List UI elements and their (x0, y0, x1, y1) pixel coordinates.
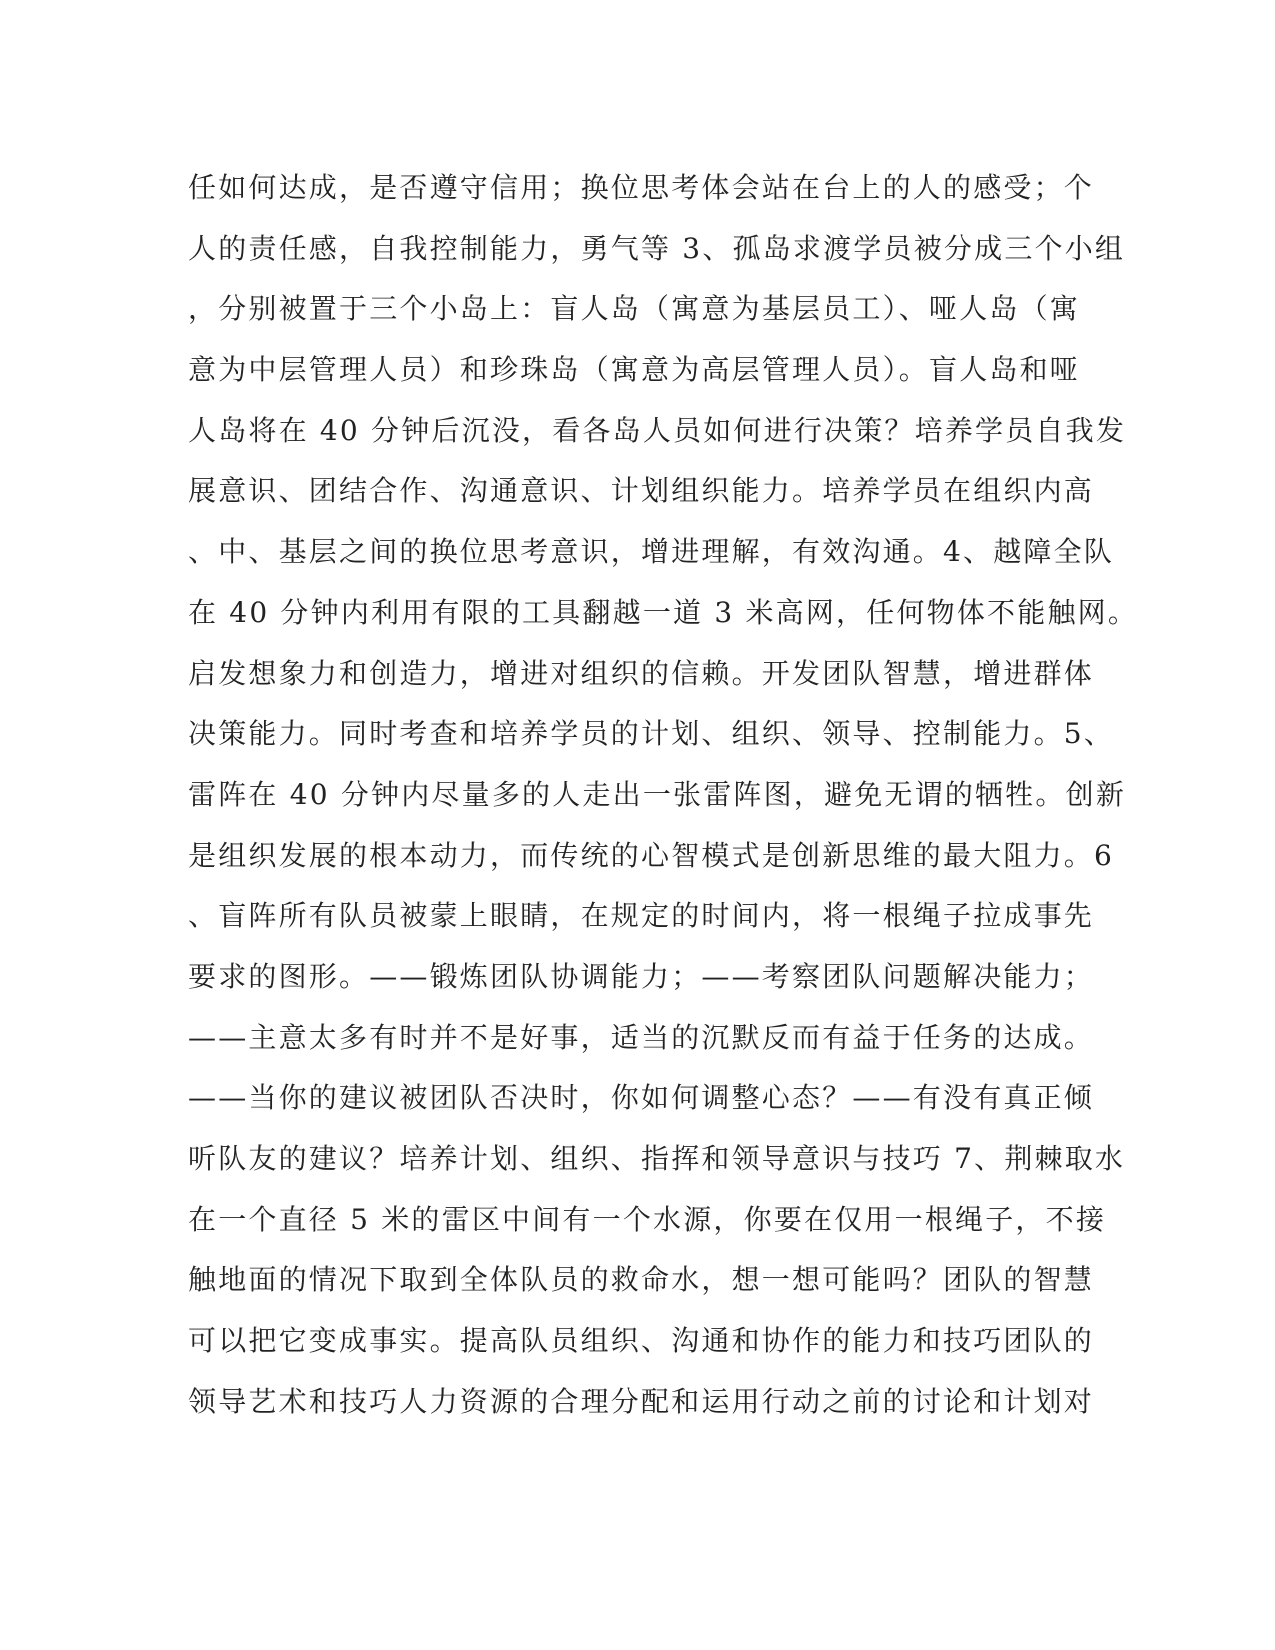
text-line: 触地面的情况下取到全体队员的救命水，想一想可能吗？团队的智慧 (188, 1263, 1095, 1297)
text-line: ，分别被置于三个小岛上：盲人岛（寓意为基层员工）、哑人岛（寓 (188, 292, 1081, 326)
text-line: 领导艺术和技巧人力资源的合理分配和运用行动之前的讨论和计划对 (188, 1384, 1095, 1418)
text-line: 、盲阵所有队员被蒙上眼睛，在规定的时间内，将一根绳子拉成事先 (188, 899, 1095, 933)
text-line: 任如何达成，是否遵守信用；换位思考体会站在台上的人的感受；个 (188, 171, 1095, 204)
text-line: ——主意太多有时并不是好事，适当的沉默反而有益于任务的达成。 (188, 1020, 1095, 1054)
text-line: 展意识、团结合作、沟通意识、计划组织能力。培养学员在组织内高 (188, 474, 1095, 508)
text-line: 听队友的建议？培养计划、组织、指挥和领导意识与技巧 7、荆棘取水 (188, 1142, 1126, 1175)
text-line: 在 40 分钟内利用有限的工具翻越一道 3 米高网，任何物体不能触网。 (188, 595, 1139, 629)
text-line: 意为中层管理人员）和珍珠岛（寓意为高层管理人员）。盲人岛和哑 (188, 353, 1081, 387)
text-line: 人的责任感，自我控制能力，勇气等 3、孤岛求渡学员被分成三个小组 (188, 231, 1126, 265)
text-line: ——当你的建议被团队否决时，你如何调整心态？——有没有真正倾 (188, 1081, 1095, 1115)
text-line: 在一个直径 5 米的雷区中间有一个水源，你要在仅用一根绳子，不接 (188, 1202, 1107, 1236)
text-line: 、中、基层之间的换位思考意识，增进理解，有效沟通。4、越障全队 (188, 535, 1115, 569)
text-line: 雷阵在 40 分钟内尽量多的人走出一张雷阵图，避免无谓的牺牲。创新 (188, 777, 1127, 811)
text-line: 可以把它变成事实。提高队员组织、沟通和协作的能力和技巧团队的 (188, 1324, 1095, 1358)
text-line: 启发想象力和创造力，增进对组织的信赖。开发团队智慧，增进群体 (188, 656, 1095, 690)
text-line: 是组织发展的根本动力，而传统的心智模式是创新思维的最大阻力。6 (188, 838, 1115, 872)
text-line: 决策能力。同时考查和培养学员的计划、组织、领导、控制能力。5、 (188, 717, 1115, 751)
text-line: 要求的图形。——锻炼团队协调能力；——考察团队问题解决能力； (188, 959, 1095, 993)
body-text (188, 158, 1139, 1432)
text-line: 人岛将在 40 分钟后沉没，看各岛人员如何进行决策？培养学员自我发 (188, 413, 1127, 447)
